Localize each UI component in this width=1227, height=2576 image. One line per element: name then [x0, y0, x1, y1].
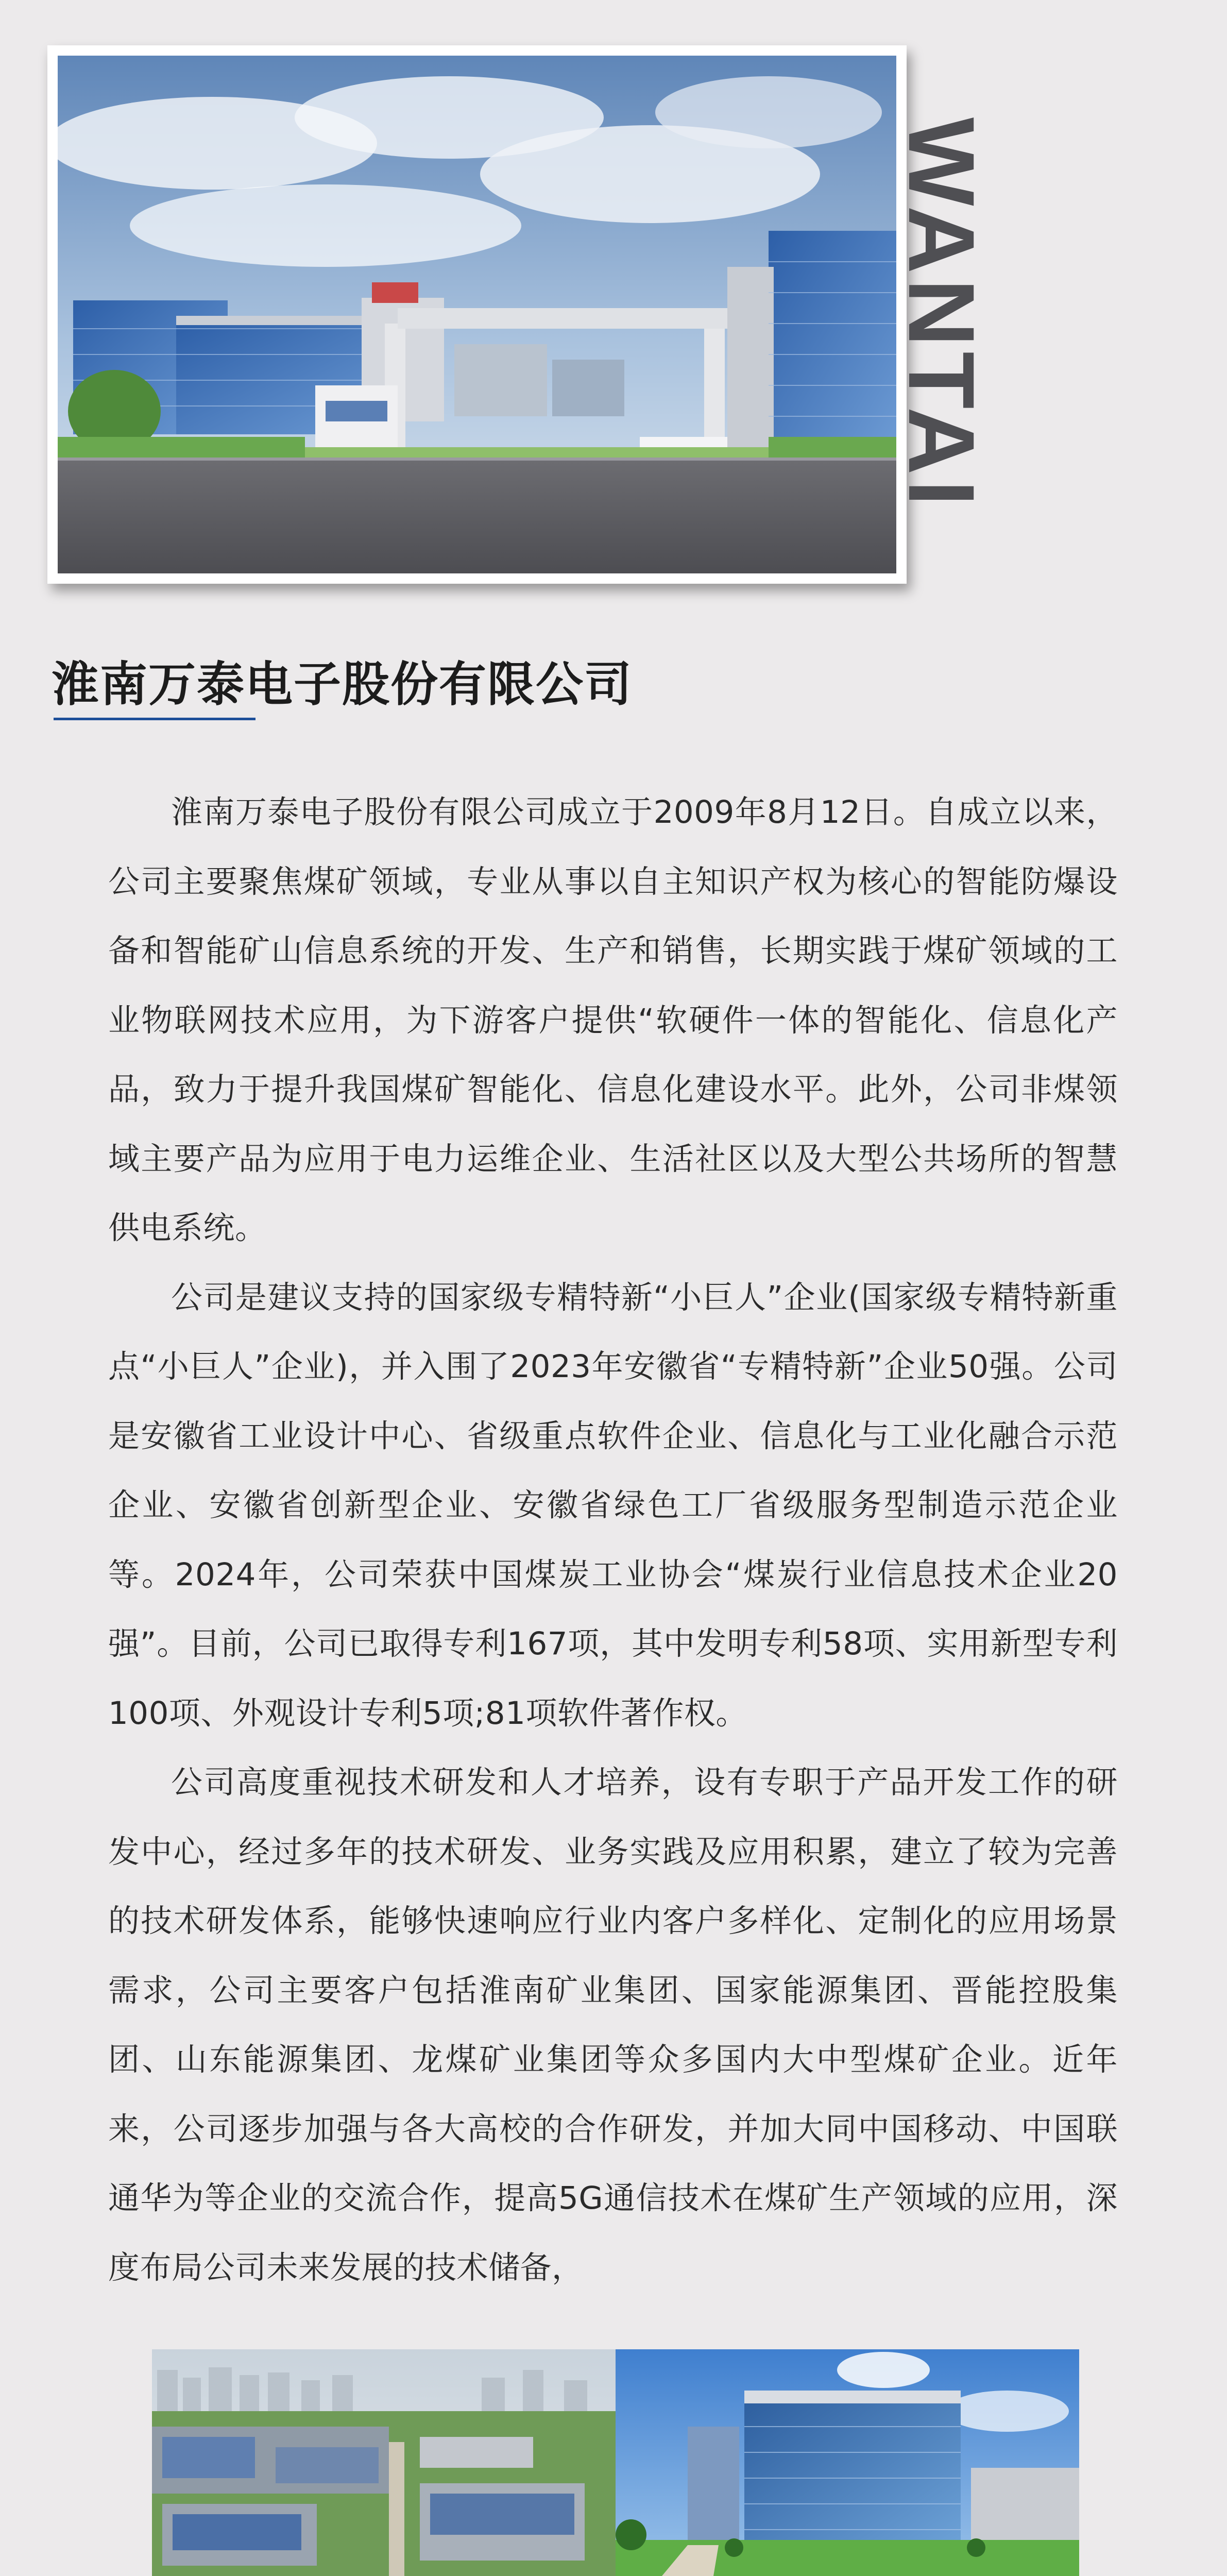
- company-introduction: [108, 778, 1118, 2302]
- honors-paragraph: 公司是建议支持的国家级专精特新“小巨人”企业(国家级专精特新重点“小巨人”企业)，并入围了2023年安徽省“专精特新”企业50强。公司是安徽省工业设计中心、省级重点软件企业、信息化与工业化融合示范企业、安徽省创新型企业、安徽省绿色工厂省级服务型制造示范企业等。2024年，公司荣获中国煤炭工业协会“煤炭行业信息技术企业20强”。目前，公司已取得专利167项，其中发明专利58项、实用新型专利100项、外观设计专利5项;81项软件著作权。: [108, 1279, 1118, 1732]
- rnd-paragraph: 公司高度重视技术研发和人才培养，设有专职于产品开发工作的研发中心，经过多年的技术研发、业务实践及应用积累，建立了较为完善的技术研发体系，能够快速响应行业内客户多样化、定制化的应用场景需求，公司主要客户包括淮南矿业集团、国家能源集团、晋能控股集团、山东能源集团、龙煤矿业集团等众多国内大中型煤矿企业。近年来，公司逐步加强与各大高校的合作研发，并加大同中国移动、中国联通华为等企业的交流合作，提高5G通信技术在煤矿生产领域的应用，深度布局公司未来发展的技术储备，: [108, 1764, 1118, 2286]
- title-underline: [54, 718, 255, 720]
- company-title: 淮南万泰电子股份有限公司: [52, 657, 633, 712]
- intro-paragraph: 淮南万泰电子股份有限公司成立于2009年8月12日。自成立以来，公司主要聚焦煤矿领域，专业从事以自主知识产权为核心的智能防爆设备和智能矿山信息系统的开发、生产和销售，长期实践于煤矿领域的工业物联网技术应用，为下游客户提供“软硬件一体的智能化、信息化产品，致力于提升我国煤矿智能化、信息化建设水平。此外，公司非煤领域主要产品为应用于电力运维企业、生活社区以及大型公共场所的智慧供电系统。: [108, 794, 1118, 1246]
- campus-photo-strip: [152, 2349, 1079, 2576]
- campus-aerial-photo: [152, 2349, 616, 2576]
- office-building-photo: [616, 2349, 1079, 2576]
- headquarters-photo: [58, 56, 896, 573]
- hero-photo-frame: [47, 45, 907, 584]
- brand-vertical-text: [885, 100, 998, 528]
- brand-vertical-label: WANTAI: [889, 117, 994, 512]
